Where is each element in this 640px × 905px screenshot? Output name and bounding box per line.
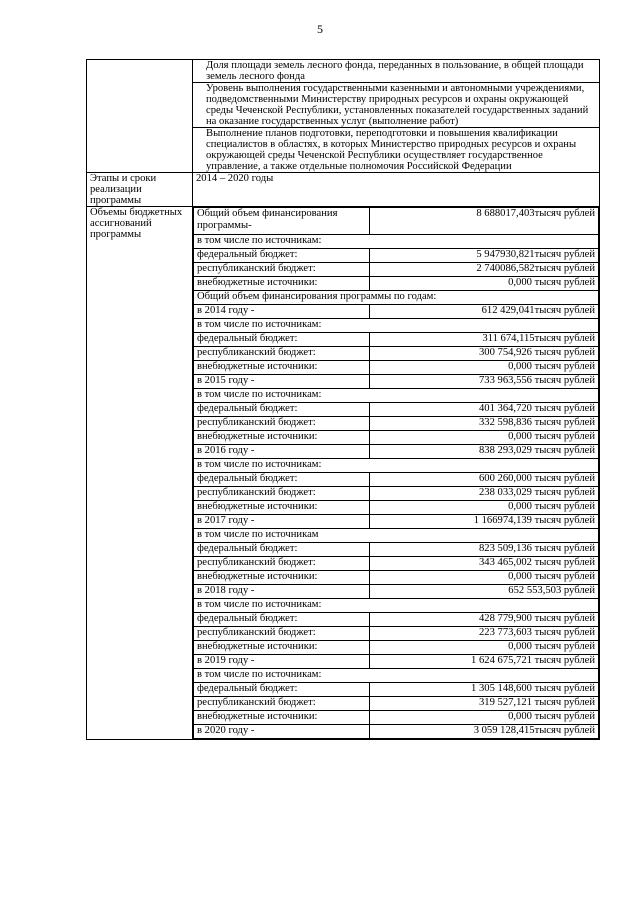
extra-label: внебюджетные источники: <box>194 361 370 375</box>
year-row <box>194 571 599 585</box>
extra-value: 0,000 тысяч рублей <box>370 641 599 655</box>
indicator-row <box>87 60 600 83</box>
republic-value: 300 754,926 тысяч рублей <box>370 347 599 361</box>
year-sources-heading: в том числе по источникам: <box>194 459 599 473</box>
year-row <box>194 529 599 543</box>
republic-value: 319 527,121 тысяч рублей <box>370 697 599 711</box>
extra-value: 0,000 тысяч рублей <box>370 711 599 725</box>
extra-label: внебюджетные источники: <box>194 501 370 515</box>
republic-value: 332 598,836 тысяч рублей <box>370 417 599 431</box>
year-row <box>194 669 599 683</box>
federal-value: 401 364,720 тысяч рублей <box>370 403 599 417</box>
year-row <box>194 711 599 725</box>
indicator-text: Доля площади земель лесного фонда, переданных в пользование, в общей площади земель лесного фонда <box>193 60 600 83</box>
stages-label: Этапы и сроки реализации программы <box>87 173 193 207</box>
finance-table <box>193 207 599 739</box>
page-number: 5 <box>317 22 323 36</box>
republic-label: республиканский бюджет: <box>194 347 370 361</box>
year-row <box>194 459 599 473</box>
federal-label: федеральный бюджет: <box>194 403 370 417</box>
federal-label: федеральный бюджет: <box>194 473 370 487</box>
republic-label: республиканский бюджет: <box>194 417 370 431</box>
year-row <box>194 683 599 697</box>
year-row <box>194 557 599 571</box>
federal-value: 823 509,136 тысяч рублей <box>370 543 599 557</box>
extra-label: внебюджетные источники: <box>194 641 370 655</box>
year-total: 838 293,029 тысяч рублей <box>370 445 599 459</box>
extra-label: внебюджетные источники: <box>194 431 370 445</box>
year-row <box>194 613 599 627</box>
extra-label: внебюджетные источники: <box>194 277 370 291</box>
year-label: в 2018 году - <box>194 585 370 599</box>
republic-label: республиканский бюджет: <box>194 557 370 571</box>
extra-value: 0,000 тысяч рублей <box>370 277 599 291</box>
year-total: 3 059 128,415тысяч рублей <box>370 725 599 739</box>
year-sources-heading: в том числе по источникам: <box>194 389 599 403</box>
funding-row <box>87 207 600 740</box>
extra-value: 0,000 тысяч рублей <box>370 431 599 445</box>
year-sources-heading: в том числе по источникам: <box>194 669 599 683</box>
sources-heading: в том числе по источникам: <box>194 235 599 249</box>
year-row <box>194 445 599 459</box>
stages-row <box>87 173 600 207</box>
year-label: в 2015 году - <box>194 375 370 389</box>
year-row <box>194 641 599 655</box>
year-sources-heading: в том числе по источникам: <box>194 599 599 613</box>
finance-total-row <box>194 208 599 235</box>
year-row <box>194 305 599 319</box>
year-row <box>194 431 599 445</box>
year-row <box>194 347 599 361</box>
extra-value: 0,000 тысяч рублей <box>370 571 599 585</box>
republic-label: республиканский бюджет: <box>194 697 370 711</box>
by-years-heading: Общий объем финансирования программы по годам: <box>194 291 599 305</box>
total-value: 8 688017,403тысяч рублей <box>370 208 599 235</box>
federal-label: федеральный бюджет: <box>194 249 370 263</box>
year-total: 652 553,503 рублей <box>370 585 599 599</box>
year-row <box>194 627 599 641</box>
year-label: в 2020 году - <box>194 725 370 739</box>
empty-label-cell <box>87 60 193 173</box>
year-total: 1 624 675,721 тысяч рублей <box>370 655 599 669</box>
year-label: в 2016 году - <box>194 445 370 459</box>
federal-value: 311 674,115тысяч рублей <box>370 333 599 347</box>
year-total: 612 429,041тысяч рублей <box>370 305 599 319</box>
year-row <box>194 655 599 669</box>
indicator-text: Уровень выполнения государственными казенными и автономными учреждениями, подведомственными Министерству природных ресурсов и охраны окружающей среды Чеченской Республики, установленных показателей государственных заданий на оказание государственных услуг (выполнение работ) <box>193 83 600 128</box>
federal-value: 5 947930,821тысяч рублей <box>370 249 599 263</box>
stages-value: 2014 – 2020 годы <box>193 173 600 207</box>
year-sources-heading: в том числе по источникам <box>194 529 599 543</box>
year-row <box>194 333 599 347</box>
year-total: 1 166974,139 тысяч рублей <box>370 515 599 529</box>
passport-table <box>86 59 600 740</box>
year-row <box>194 543 599 557</box>
republic-label: республиканский бюджет: <box>194 627 370 641</box>
year-row <box>194 697 599 711</box>
extra-label: внебюджетные источники: <box>194 711 370 725</box>
year-row <box>194 361 599 375</box>
year-row <box>194 487 599 501</box>
year-row <box>194 585 599 599</box>
federal-value: 600 260,000 тысяч рублей <box>370 473 599 487</box>
year-label: в 2017 году - <box>194 515 370 529</box>
year-row <box>194 375 599 389</box>
year-row <box>194 599 599 613</box>
republic-label: республиканский бюджет: <box>194 487 370 501</box>
year-row <box>194 473 599 487</box>
year-label: в 2019 году - <box>194 655 370 669</box>
republic-label: республиканский бюджет: <box>194 263 370 277</box>
extra-label: внебюджетные источники: <box>194 571 370 585</box>
federal-label: федеральный бюджет: <box>194 543 370 557</box>
indicator-text: Выполнение планов подготовки, переподготовки и повышения квалификации специалистов в областях, в которых Министерство природных ресурсов и охраны окружающей среды Чеченской Республики осуществляет государственное управление, а также отдельные полномочия Российской Федерации <box>193 128 600 173</box>
extra-value: 0,000 тысяч рублей <box>370 501 599 515</box>
extra-value: 0,000 тысяч рублей <box>370 361 599 375</box>
republic-value: 223 773,603 тысяч рублей <box>370 627 599 641</box>
year-row <box>194 515 599 529</box>
year-row <box>194 403 599 417</box>
year-row <box>194 319 599 333</box>
year-label: в 2014 году - <box>194 305 370 319</box>
year-sources-heading: в том числе по источникам: <box>194 319 599 333</box>
republic-value: 343 465,002 тысяч рублей <box>370 557 599 571</box>
year-2020-row <box>194 725 599 739</box>
federal-label: федеральный бюджет: <box>194 333 370 347</box>
federal-label: федеральный бюджет: <box>194 683 370 697</box>
federal-value: 1 305 148,600 тысяч рублей <box>370 683 599 697</box>
year-row <box>194 417 599 431</box>
funding-details <box>193 207 600 740</box>
year-total: 733 963,556 тысяч рублей <box>370 375 599 389</box>
republic-value: 238 033,029 тысяч рублей <box>370 487 599 501</box>
total-label: Общий объем финансирования программы- <box>194 208 370 235</box>
federal-value: 428 779,900 тысяч рублей <box>370 613 599 627</box>
funding-label: Объемы бюджетных ассигнований программы <box>87 207 193 740</box>
federal-label: федеральный бюджет: <box>194 613 370 627</box>
year-row <box>194 501 599 515</box>
year-row <box>194 389 599 403</box>
republic-value: 2 740086,582тысяч рублей <box>370 263 599 277</box>
